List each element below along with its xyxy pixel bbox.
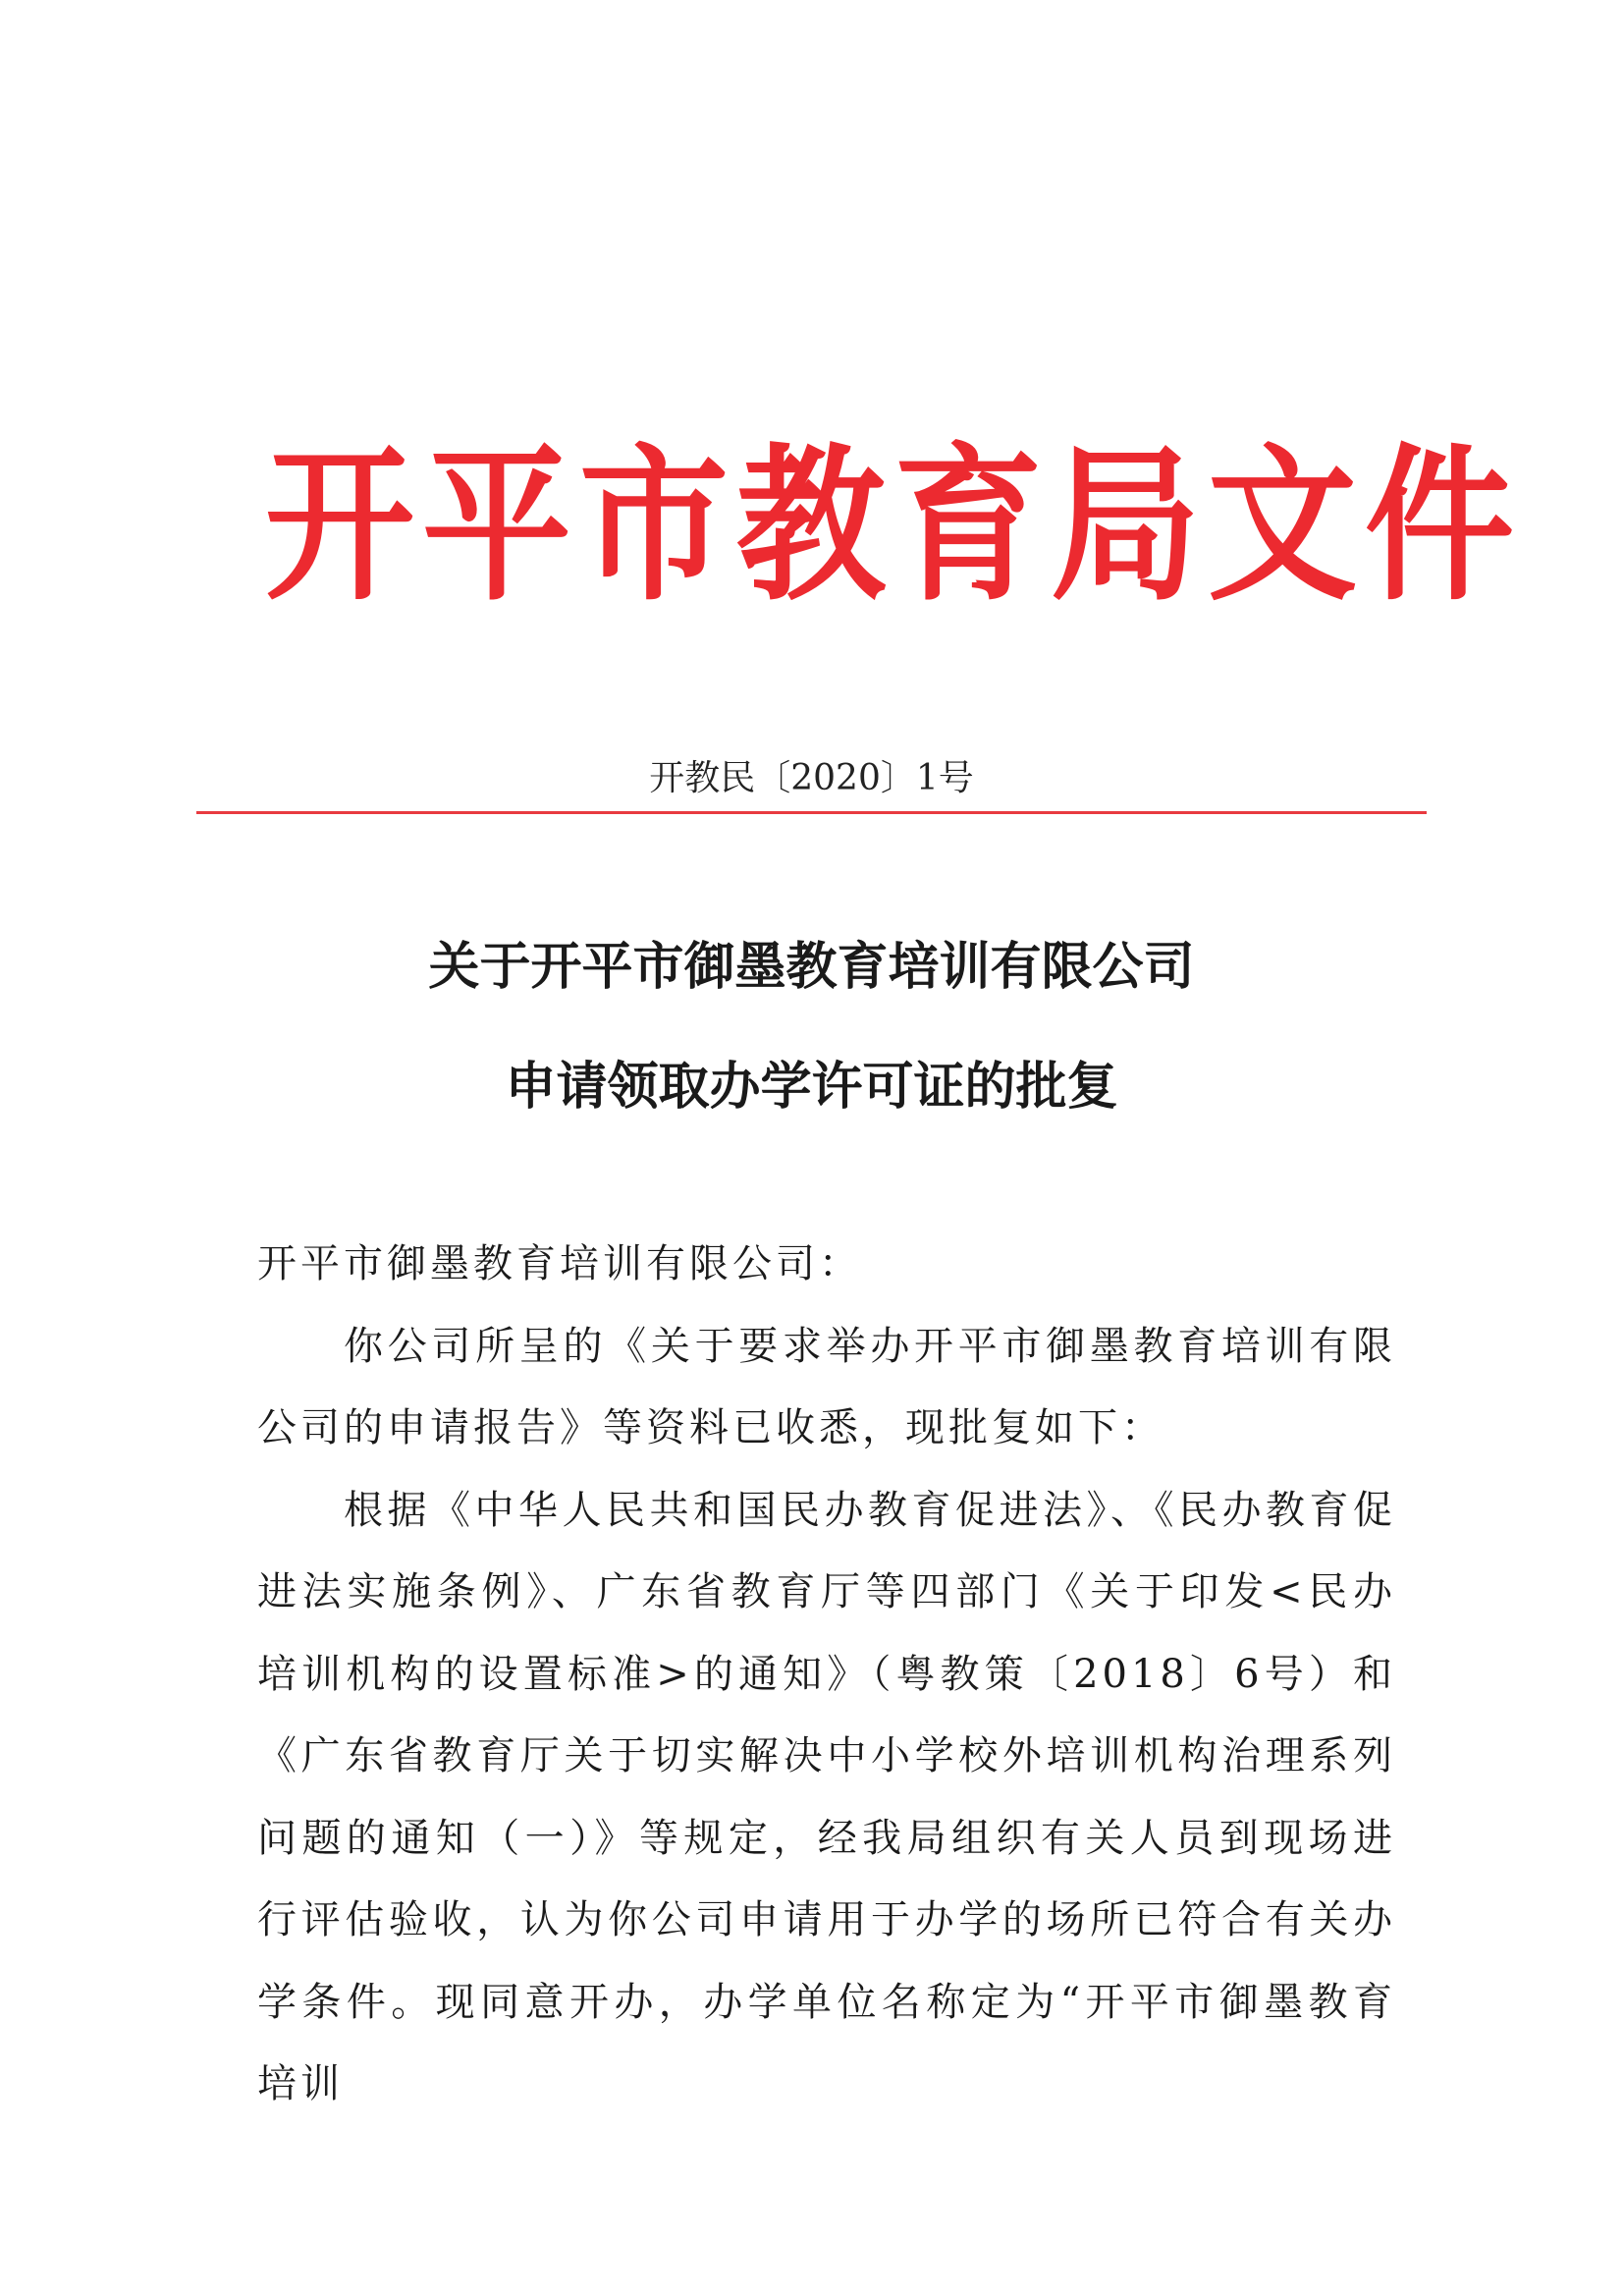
red-divider [196, 811, 1427, 814]
document-title-line-1: 关于开平市御墨教育培训有限公司 [428, 937, 1195, 997]
document-number: 开教民〔2020〕1号 [649, 758, 974, 798]
document-body [257, 1224, 1396, 2126]
issuer-heading: 开平市教育局文件 [265, 426, 1522, 624]
document-title-line-2: 申请领取办学许可证的批复 [505, 1057, 1118, 1117]
salutation: 开平市御墨教育培训有限公司： [257, 1241, 862, 1286]
body-paragraph-1: 你公司所呈的《关于要求举办开平市御墨教育培训有限公司的申请报告》等资料已收悉，现批复如下： [257, 1323, 1396, 1450]
body-paragraph-2: 根据《中华人民共和国民办教育促进法》、《民办教育促进法实施条例》、广东省教育厅等四部门《关于印发<民办培训机构的设置标准>的通知》（粤教策〔2018〕6号）和《广东省教育厅关于切实解决中小学校外培训机构治理系列问题的通知（一）》等规定，经我局组织有关人员到现场进行评估验收，认为你公司申请用于办学的场所已符合有关办学条件。现同意开办，办学单位名称定为“开平市御墨教育培训 [257, 1487, 1396, 2106]
